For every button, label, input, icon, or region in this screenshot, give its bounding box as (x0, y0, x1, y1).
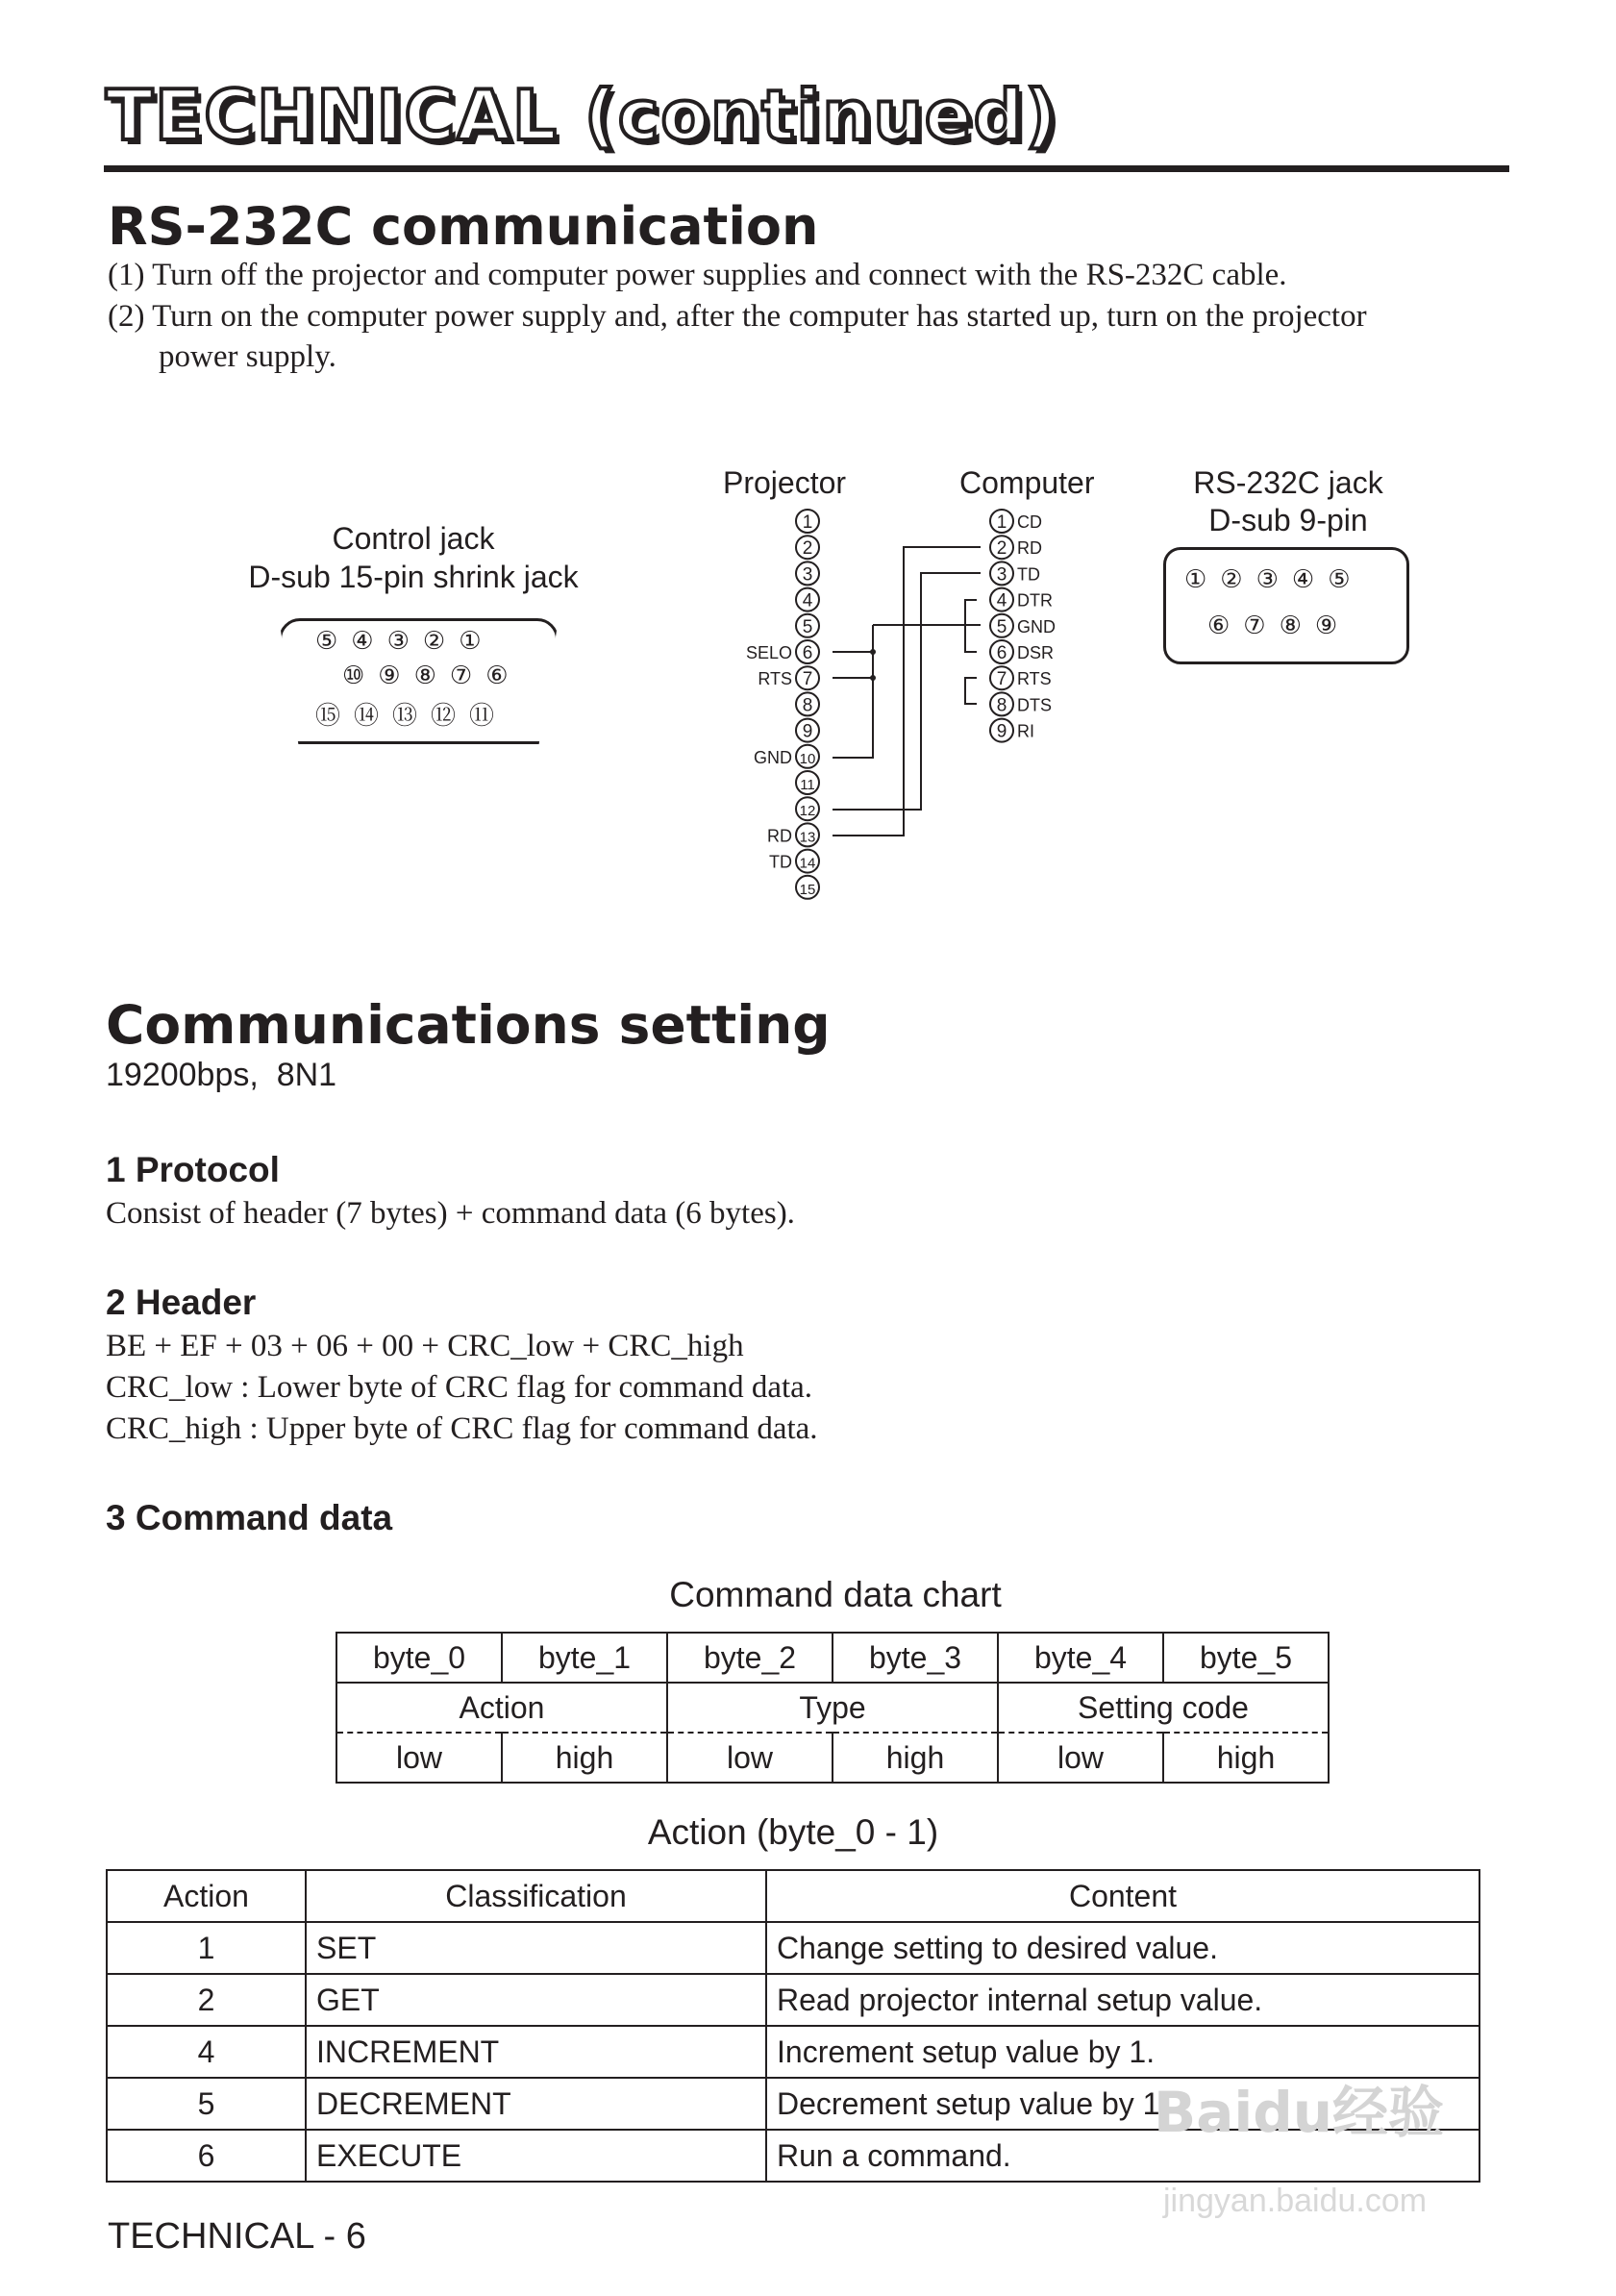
page-title: TECHNICAL (continued) (106, 75, 1059, 156)
table-cell: high (833, 1733, 998, 1783)
projector-pin-number: 1 (802, 512, 813, 533)
table-cell: Action (336, 1683, 667, 1733)
rs232c-step-1: (1) Turn off the projector and computer power supplies and connect with the RS-232C cable. (108, 258, 1287, 292)
header-heading: 2 Header (106, 1283, 257, 1322)
command-data-chart (336, 1632, 1330, 1784)
title-rule (104, 165, 1509, 172)
header-line-2: CRC_low : Lower byte of CRC flag for command data. (106, 1370, 813, 1405)
parts-row (336, 1733, 1329, 1783)
table-row (107, 1974, 1479, 2026)
rs232c-heading: RS-232C communication (108, 196, 819, 257)
groups-row (336, 1683, 1329, 1733)
protocol-heading: 1 Protocol (106, 1150, 280, 1189)
projector-pin-number: 4 (802, 590, 813, 611)
projector-pin-number: 3 (802, 564, 813, 586)
table-cell: 6 (107, 2130, 306, 2182)
computer-pin-number: 4 (996, 590, 1007, 611)
table-cell: Read projector internal setup value. (766, 1974, 1479, 2026)
wiring-diagram (731, 500, 1077, 913)
computer-pin-number: 7 (996, 669, 1007, 690)
projector-pin-name: SELO (745, 643, 792, 662)
computer-pin-name: RI (1017, 721, 1034, 741)
computer-pin-number: 3 (996, 564, 1007, 586)
header-line-3: CRC_high : Upper byte of CRC flag for command data. (106, 1411, 818, 1446)
computer-pin-name: DTR (1017, 590, 1053, 611)
computer-pin-number: 9 (996, 721, 1007, 742)
control-jack-row-2: ⑩⑨⑧⑦⑥ (342, 661, 522, 690)
control-jack-sublabel: D-sub 15-pin shrink jack (248, 560, 579, 594)
table-cell: byte_3 (833, 1633, 998, 1683)
control-jack-label: Control jack (332, 521, 495, 556)
computer-pin-name: RD (1017, 538, 1042, 559)
table-cell: Type (667, 1683, 998, 1733)
computer-pin-number: 6 (996, 643, 1007, 663)
table-cell: Decrement setup value by 1. (766, 2078, 1479, 2130)
projector-pin-number: 15 (799, 881, 816, 898)
computer-pins (990, 510, 1056, 742)
protocol-text: Consist of header (7 bytes) + command data (6 bytes). (106, 1196, 795, 1231)
projector-pins (746, 510, 819, 899)
control-jack-row-3: ⑮⑭⑬⑫⑪ (315, 702, 509, 731)
table-cell: EXECUTE (306, 2130, 766, 2182)
computer-pin-number: 2 (996, 538, 1007, 560)
rs-jack-sublabel: D-sub 9-pin (1208, 503, 1368, 537)
column-header: Classification (306, 1870, 766, 1922)
projector-pin-number: 9 (802, 721, 813, 742)
projector-pin-name: RD (767, 826, 792, 846)
table-cell: low (998, 1733, 1163, 1783)
projector-pin-name: GND (754, 747, 792, 767)
table-row (107, 1922, 1479, 1974)
projector-pin-name: RTS (758, 669, 792, 689)
page-footer: TECHNICAL - 6 (108, 2216, 366, 2257)
table-cell: 4 (107, 2026, 306, 2078)
table-cell: GET (306, 1974, 766, 2026)
computer-label: Computer (959, 465, 1095, 500)
rs232c-step-2: (2) Turn on the computer power supply and, after the computer has started up, turn on the projector (108, 299, 1367, 334)
computer-pin-name: RTS (1017, 669, 1052, 689)
rs-jack-row-2: ⑥⑦⑧⑨ (1207, 611, 1352, 640)
table-cell: high (1163, 1733, 1329, 1783)
column-header: Content (766, 1870, 1479, 1922)
watermark-url: jingyan.baidu.com (1163, 2183, 1428, 2219)
table-cell: DECREMENT (306, 2078, 766, 2130)
rs232c-step-2-cont: power supply. (159, 339, 336, 374)
table-cell: byte_2 (667, 1633, 833, 1683)
computer-pin-name: DSR (1017, 643, 1055, 662)
table-cell: SET (306, 1922, 766, 1974)
projector-pin-number: 12 (799, 803, 816, 820)
action-table-title: Action (byte_0 - 1) (647, 1812, 939, 1852)
comm-heading: Communications setting (106, 994, 831, 1056)
computer-pin-number: 5 (996, 616, 1007, 637)
computer-pin-number: 1 (996, 512, 1007, 533)
wire-gnd-projector (833, 625, 873, 758)
wire-rts-cts (965, 678, 977, 704)
table-cell: Increment setup value by 1. (766, 2026, 1479, 2078)
computer-pin-name: CD (1017, 512, 1042, 532)
rs-jack-label: RS-232C jack (1193, 465, 1383, 500)
computer-pin-number: 8 (996, 695, 1007, 716)
command-heading: 3 Command data (106, 1498, 393, 1537)
control-jack-row-1: ⑤④③②① (315, 627, 495, 656)
table-cell: INCREMENT (306, 2026, 766, 2078)
header-line-1: BE + EF + 03 + 06 + 00 + CRC_low + CRC_high (106, 1329, 744, 1363)
projector-pin-number: 5 (802, 616, 813, 637)
projector-pin-number: 2 (802, 538, 813, 560)
wiring-lines (833, 547, 981, 836)
table-cell: 2 (107, 1974, 306, 2026)
projector-pin-number: 14 (799, 855, 816, 872)
projector-pin-number: 13 (799, 829, 816, 846)
projector-pin-number: 7 (802, 669, 813, 690)
table-cell: byte_5 (1163, 1633, 1329, 1683)
wire-rd (833, 573, 981, 810)
table-header-row (107, 1870, 1479, 1922)
table-cell: Change setting to desired value. (766, 1922, 1479, 1974)
table-cell: Run a command. (766, 2130, 1479, 2182)
table-cell: low (336, 1733, 502, 1783)
watermark-brand: Baidu经验 (1154, 2080, 1445, 2145)
table-cell: Setting code (998, 1683, 1329, 1733)
computer-pin-name: DTS (1017, 695, 1052, 715)
rs-jack-row-1: ①②③④⑤ (1184, 565, 1364, 594)
junction-dot (870, 649, 876, 655)
projector-pin-number: 10 (799, 750, 816, 767)
table-cell: high (502, 1733, 667, 1783)
projector-pin-number: 8 (802, 695, 813, 716)
computer-pin-name: TD (1017, 564, 1040, 585)
column-header: Action (107, 1870, 306, 1922)
table-cell: 5 (107, 2078, 306, 2130)
command-chart-title: Command data chart (669, 1575, 1002, 1614)
table-cell: byte_1 (502, 1633, 667, 1683)
wire-td (833, 547, 981, 836)
projector-pin-number: 11 (800, 777, 815, 793)
computer-pin-name: GND (1017, 616, 1056, 636)
table-cell: low (667, 1733, 833, 1783)
table-cell: 1 (107, 1922, 306, 1974)
table-cell: byte_0 (336, 1633, 502, 1683)
projector-label: Projector (723, 465, 847, 500)
comm-setting: 19200bps, 8N1 (106, 1057, 337, 1093)
table-cell: byte_4 (998, 1633, 1163, 1683)
projector-pin-number: 6 (802, 643, 813, 663)
junction-dot (870, 675, 876, 681)
bytes-row (336, 1633, 1329, 1683)
projector-pin-name: TD (769, 852, 792, 872)
